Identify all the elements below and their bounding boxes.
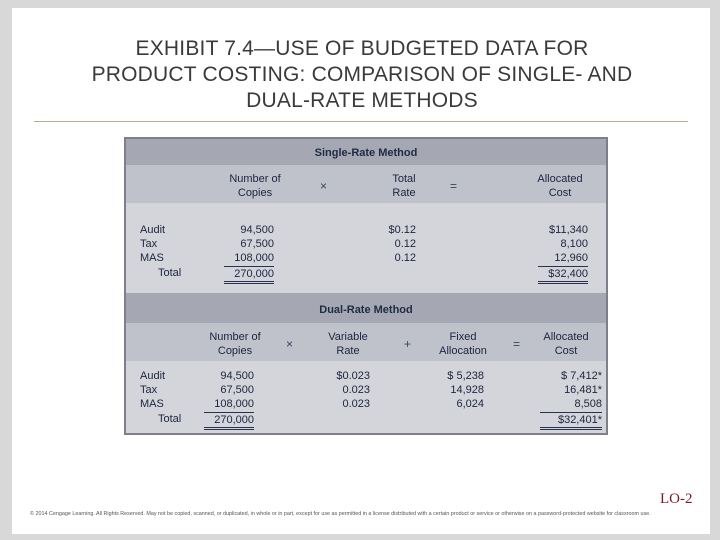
total-cost: $32,401* — [540, 412, 602, 430]
row-cost: 8,508 — [574, 398, 602, 410]
row-rate: 0.12 — [394, 238, 416, 250]
total-cost: $32,400 — [538, 266, 588, 284]
total-copies: 270,000 — [204, 412, 254, 430]
dual-col-cost-2: Cost — [554, 345, 578, 357]
row-copies: 94,500 — [220, 370, 254, 382]
learning-objective-tag: LO-2 — [660, 491, 693, 507]
total-copies: 270,000 — [224, 266, 274, 284]
row-copies: 108,000 — [234, 252, 274, 264]
row-rate: 0.023 — [342, 384, 370, 396]
row-cost: 12,960 — [554, 252, 588, 264]
row-label: Audit — [140, 224, 166, 236]
total-label: Total — [158, 267, 182, 279]
row-label: Audit — [140, 370, 166, 382]
slide — [12, 8, 710, 534]
title-line-3: DUAL-RATE METHODS — [246, 89, 478, 112]
slide-title — [32, 36, 692, 114]
single-col-copies-2: Copies — [237, 187, 273, 199]
row-copies: 94,500 — [240, 224, 274, 236]
row-copies: 108,000 — [214, 398, 254, 410]
times-operator: × — [320, 179, 328, 193]
single-col-rate-1: Total — [392, 173, 416, 185]
dual-col-rate-2: Rate — [336, 345, 360, 357]
row-cost: 16,481* — [564, 384, 602, 396]
dual-col-copies-2: Copies — [217, 345, 253, 357]
row-rate: $0.023 — [336, 370, 370, 382]
single-col-rate-2: Rate — [392, 187, 416, 199]
row-label: MAS — [140, 252, 164, 264]
row-label: MAS — [140, 398, 164, 410]
times-operator: × — [286, 337, 294, 351]
row-cost: 8,100 — [560, 238, 588, 250]
single-rate-body — [126, 203, 606, 293]
row-cost: $11,340 — [549, 224, 588, 236]
single-col-cost-2: Cost — [548, 187, 572, 199]
dual-col-rate-1: Variable — [328, 331, 368, 343]
title-line-1: EXHIBIT 7.4—USE OF BUDGETED DATA FOR — [135, 37, 589, 60]
title-line-2: PRODUCT COSTING: COMPARISON OF SINGLE- AND — [91, 63, 633, 86]
copyright-footer: © 2014 Cengage Learning. All Rights Reserved. May not be copied, scanned, or duplicated, in whole or in part, except for use as permitted in a license distributed with a certain product or service or otherwise on a password-protected website for classroom use. — [30, 511, 651, 517]
single-col-copies-1: Number of — [229, 173, 281, 185]
row-fixed: $ 5,238 — [447, 370, 484, 382]
dual-rate-body — [126, 361, 606, 433]
total-label: Total — [158, 413, 182, 425]
row-fixed: 14,928 — [450, 384, 484, 396]
row-copies: 67,500 — [240, 238, 274, 250]
dual-col-copies-1: Number of — [209, 331, 261, 343]
row-copies: 67,500 — [220, 384, 254, 396]
equals-operator: = — [450, 179, 458, 193]
single-column-header — [126, 165, 606, 203]
dual-col-fixed-1: Fixed — [449, 331, 477, 343]
dual-column-header — [126, 323, 606, 361]
single-col-cost-1: Allocated — [537, 173, 583, 185]
row-label: Tax — [140, 384, 158, 396]
exhibit-table — [124, 137, 608, 435]
dual-col-cost-1: Allocated — [543, 331, 589, 343]
plus-operator: + — [404, 337, 412, 351]
row-rate: $0.12 — [388, 224, 416, 236]
dual-col-fixed-2: Allocation — [439, 345, 487, 357]
equals-operator: = — [513, 337, 521, 351]
single-rate-heading: Single-Rate Method — [314, 147, 418, 159]
row-cost: $ 7,412* — [561, 370, 602, 382]
title-divider — [34, 121, 688, 122]
row-rate: 0.12 — [394, 252, 416, 264]
row-rate: 0.023 — [342, 398, 370, 410]
row-label: Tax — [140, 238, 158, 250]
dual-rate-heading: Dual-Rate Method — [319, 304, 413, 316]
row-fixed: 6,024 — [456, 398, 484, 410]
